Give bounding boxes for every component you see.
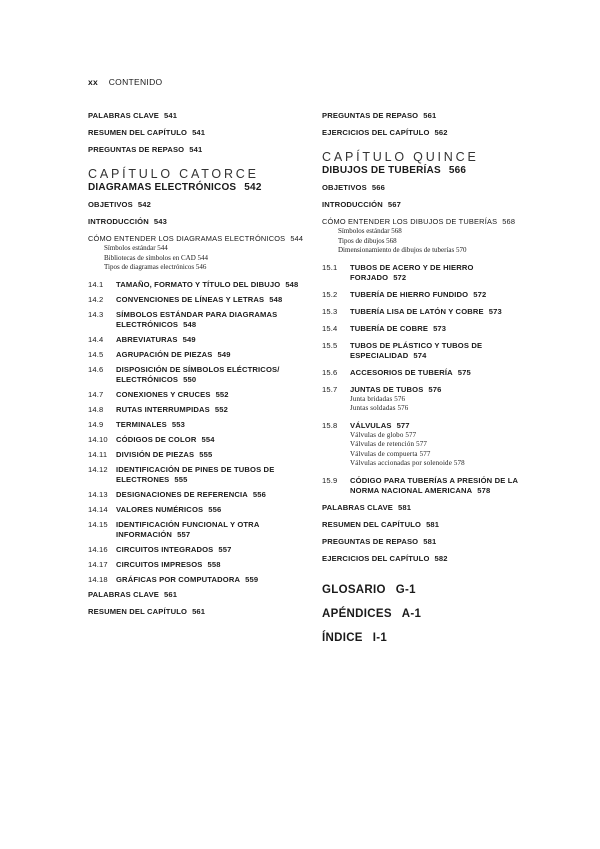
- section-body: [116, 365, 316, 385]
- section-body: [116, 420, 316, 430]
- subtopic[interactable]: Válvulas de compuerta 577: [350, 449, 431, 458]
- section-entry[interactable]: [322, 385, 532, 414]
- section-body: [116, 350, 316, 360]
- section-body: [350, 385, 532, 414]
- section-number: 14.17: [88, 559, 108, 569]
- toc-entry[interactable]: [322, 537, 532, 547]
- section-entry[interactable]: [322, 324, 532, 334]
- chapter-page: 566: [448, 165, 467, 176]
- section-label: GRÁFICAS POR COMPUTADORA: [116, 574, 241, 584]
- entry-page: 561: [423, 111, 437, 120]
- entry-label: INTRODUCCIÓN: [88, 217, 149, 226]
- section-page: 577: [396, 420, 410, 430]
- subtopic[interactable]: Bibliotecas de símbolos en CAD 544: [104, 253, 209, 262]
- subtopic[interactable]: Válvulas de globo 577: [350, 430, 417, 439]
- section-page: 553: [171, 419, 185, 429]
- chapter-label: CAPÍTULO QUINCE: [322, 150, 479, 164]
- section-page: 558: [207, 559, 221, 569]
- toc-entry[interactable]: [88, 128, 316, 138]
- back-matter-label: APÉNDICES: [322, 607, 392, 620]
- topic-page: 568: [502, 217, 516, 226]
- section-label: DIVISIÓN DE PIEZAS: [116, 449, 195, 459]
- entry-label: PREGUNTAS DE REPASO: [88, 145, 185, 154]
- back-matter-label: ÍNDICE: [322, 631, 363, 644]
- section-body: [116, 575, 316, 585]
- entry-page: 567: [387, 200, 401, 209]
- section-page: 572: [393, 272, 407, 282]
- subtopic[interactable]: Tipos de dibujos 568: [338, 236, 397, 245]
- entry-label: OBJETIVOS: [88, 200, 133, 209]
- section-number: 14.5: [88, 349, 104, 359]
- section-entry[interactable]: [322, 307, 532, 317]
- section-label: VÁLVULAS: [350, 420, 392, 430]
- subtopic[interactable]: Juntas soldadas 576: [350, 404, 409, 412]
- entry-page: 561: [192, 606, 206, 616]
- section-number: 14.6: [88, 364, 104, 374]
- section-entry[interactable]: [88, 405, 316, 415]
- section-body: [350, 290, 532, 300]
- subtopic[interactable]: Tipos de diagramas electrónicos 546: [104, 263, 207, 271]
- chapter-title-text: DIAGRAMAS ELECTRÓNICOS: [88, 182, 237, 193]
- subtopic[interactable]: Válvulas accionadas por solenoide 578: [350, 459, 465, 467]
- section-label: ABREVIATURAS: [116, 334, 178, 344]
- section-label: JUNTAS DE TUBOS: [350, 384, 424, 394]
- topic-page: 544: [290, 234, 304, 243]
- back-matter-page: G-1: [395, 583, 416, 596]
- section-page: 575: [457, 367, 471, 377]
- section-entry[interactable]: [88, 295, 316, 305]
- section-body: [116, 390, 316, 400]
- entry-page: 562: [434, 128, 448, 137]
- entry-page: 581: [398, 502, 412, 512]
- section-number: 14.16: [88, 544, 108, 554]
- section-number: 15.8: [322, 420, 338, 430]
- section-page: 574: [413, 350, 427, 360]
- section-body: [350, 263, 532, 283]
- toc-entry[interactable]: [88, 145, 316, 155]
- section-label: TUBOS DE ACERO Y DE HIERRO FORJADO: [350, 262, 474, 282]
- entry-label: OBJETIVOS: [322, 183, 367, 192]
- section-label: DISPOSICIÓN DE SÍMBOLOS ELÉCTRICOS/ ELECTRÓNICOS: [116, 364, 280, 384]
- section-label: IDENTIFICACIÓN DE PINES DE TUBOS DE ELECTRONES: [116, 464, 275, 484]
- section-body: [116, 335, 316, 345]
- section-body: [116, 405, 316, 415]
- back-matter-page: A-1: [401, 607, 422, 620]
- section-label: TUBOS DE PLÁSTICO Y TUBOS DE ESPECIALIDAD: [350, 340, 483, 360]
- section-body: [350, 341, 532, 361]
- page-number: xx: [88, 77, 99, 87]
- section-label: RUTAS INTERRUMPIDAS: [116, 404, 210, 414]
- chapter-title[interactable]: [88, 181, 316, 194]
- entry-label: RESUMEN DEL CAPÍTULO: [322, 519, 422, 529]
- entry-label: PALABRAS CLAVE: [88, 589, 160, 599]
- section-page: 556: [208, 504, 222, 514]
- section-number: 15.1: [322, 262, 338, 272]
- section-entry[interactable]: [88, 365, 316, 385]
- section-page: 552: [214, 404, 228, 414]
- page-header: [88, 77, 162, 87]
- section-label: SÍMBOLOS ESTÁNDAR PARA DIAGRAMAS ELECTRÓNICOS: [116, 309, 278, 329]
- chapter-title-text: DIBUJOS DE TUBERÍAS: [322, 165, 441, 176]
- entry-page: 543: [153, 217, 167, 226]
- section-body: [350, 307, 532, 317]
- back-matter-entry[interactable]: [322, 607, 532, 621]
- section-entry[interactable]: [88, 545, 316, 555]
- section-page: 549: [217, 349, 231, 359]
- entry-page: 566: [371, 183, 385, 192]
- section-label: TAMAÑO, FORMATO Y TÍTULO DEL DIBUJO: [116, 279, 281, 289]
- section-number: 14.2: [88, 294, 104, 304]
- topic-group: [322, 217, 532, 256]
- section-entry[interactable]: [88, 520, 316, 540]
- section-entry[interactable]: [88, 505, 316, 515]
- back-matter-label: GLOSARIO: [322, 583, 386, 596]
- toc-entry[interactable]: [322, 200, 532, 210]
- section-number: 15.6: [322, 367, 338, 377]
- back-matter-page: I-1: [372, 631, 388, 644]
- section-label: TUBERÍA LISA DE LATÓN Y COBRE: [350, 306, 484, 316]
- section-number: 14.4: [88, 334, 104, 344]
- section-entry[interactable]: [88, 310, 316, 330]
- subtopic[interactable]: Símbolos estándar 544: [104, 244, 168, 252]
- section-number: 14.11: [88, 449, 108, 459]
- section-page: 578: [477, 485, 491, 495]
- entry-label: RESUMEN DEL CAPÍTULO: [88, 128, 188, 137]
- section-page: 549: [182, 334, 196, 344]
- section-number: 15.9: [322, 475, 338, 485]
- entry-page: 561: [164, 589, 178, 599]
- section-label: TUBERÍA DE COBRE: [350, 323, 429, 333]
- section-entry[interactable]: [322, 476, 532, 496]
- section-label: CIRCUITOS INTEGRADOS: [116, 544, 214, 554]
- section-label: CONEXIONES Y CRUCES: [116, 389, 211, 399]
- section-page: 555: [199, 449, 213, 459]
- section-page: 548: [269, 294, 283, 304]
- entry-page: 542: [137, 200, 151, 209]
- section-entry[interactable]: [88, 390, 316, 400]
- section-entry[interactable]: [88, 560, 316, 570]
- section-entry[interactable]: [88, 335, 316, 345]
- section-body: [116, 560, 316, 570]
- entry-page: 582: [434, 553, 448, 563]
- section-body: [116, 280, 316, 290]
- section-page: 548: [183, 319, 197, 329]
- subtopic[interactable]: Símbolos estándar 568: [338, 227, 402, 235]
- section-body: [116, 435, 316, 445]
- section-body: [116, 465, 316, 485]
- entry-page: 541: [164, 111, 178, 120]
- section-page: 573: [488, 306, 502, 316]
- section-number: 14.14: [88, 504, 108, 514]
- section-label: CIRCUITOS IMPRESOS: [116, 559, 203, 569]
- section-page: 552: [215, 389, 229, 399]
- section-entry[interactable]: [322, 263, 532, 283]
- toc-entry[interactable]: [322, 128, 532, 138]
- section-body: [116, 450, 316, 460]
- section-page: 555: [174, 474, 188, 484]
- toc-entry[interactable]: [88, 200, 316, 210]
- toc-entry[interactable]: [88, 217, 316, 227]
- section-number: 14.3: [88, 309, 104, 319]
- section-body: [116, 295, 316, 305]
- subtopic[interactable]: Válvulas de retención 577: [350, 440, 428, 448]
- back-matter-entry[interactable]: [322, 583, 532, 597]
- section-body: [350, 368, 532, 378]
- entry-label: PALABRAS CLAVE: [88, 111, 160, 120]
- subtopic[interactable]: Junta bridadas 576: [350, 394, 406, 403]
- section-body: [116, 310, 316, 330]
- section-number: 15.7: [322, 384, 338, 394]
- topic-entry[interactable]: [88, 234, 316, 244]
- section-body: [350, 421, 532, 469]
- entry-label: PREGUNTAS DE REPASO: [322, 536, 419, 546]
- section-label: CÓDIGOS DE COLOR: [116, 434, 197, 444]
- toc-entry[interactable]: [88, 111, 316, 121]
- section-entry[interactable]: [88, 450, 316, 460]
- header-title: CONTENIDO: [108, 77, 163, 87]
- section-number: 14.8: [88, 404, 104, 414]
- toc-entry[interactable]: [322, 183, 532, 193]
- section-entry[interactable]: [322, 421, 532, 469]
- topic-group: [88, 234, 316, 273]
- section-entry[interactable]: [88, 350, 316, 360]
- section-number: 14.9: [88, 419, 104, 429]
- subtopic[interactable]: Dimensionamiento de dibujos de tuberías 570: [338, 246, 467, 254]
- toc-entry[interactable]: [322, 503, 532, 513]
- section-label: CONVENCIONES DE LÍNEAS Y LETRAS: [116, 294, 265, 304]
- toc-entry[interactable]: [322, 554, 532, 564]
- chapter-page: 542: [244, 182, 262, 193]
- section-page: 573: [433, 323, 447, 333]
- section-entry[interactable]: [88, 280, 316, 290]
- section-label: AGRUPACIÓN DE PIEZAS: [116, 349, 213, 359]
- section-label: DESIGNACIONES DE REFERENCIA: [116, 489, 248, 499]
- section-entry[interactable]: [322, 290, 532, 300]
- section-number: 14.15: [88, 519, 108, 529]
- section-number: 14.12: [88, 464, 108, 474]
- topic-label: CÓMO ENTENDER LOS DIBUJOS DE TUBERÍAS: [322, 217, 498, 226]
- toc-entry[interactable]: [88, 607, 316, 617]
- entry-label: INTRODUCCIÓN: [322, 200, 383, 209]
- entry-label: EJERCICIOS DEL CAPÍTULO: [322, 128, 430, 137]
- section-entry[interactable]: [322, 368, 532, 378]
- back-matter-entry[interactable]: [322, 631, 532, 645]
- section-label: VALORES NUMÉRICOS: [116, 504, 204, 514]
- topic-entry[interactable]: [322, 217, 532, 227]
- entry-page: 581: [426, 519, 440, 529]
- section-page: 557: [218, 544, 232, 554]
- section-number: 14.18: [88, 574, 108, 584]
- entry-label: PALABRAS CLAVE: [322, 502, 394, 512]
- section-entry[interactable]: [88, 420, 316, 430]
- section-number: 15.2: [322, 289, 338, 299]
- chapter-label: CAPÍTULO CATORCE: [88, 167, 259, 181]
- toc-entry[interactable]: [322, 111, 532, 121]
- entry-label: EJERCICIOS DEL CAPÍTULO: [322, 553, 430, 563]
- section-number: 15.3: [322, 306, 338, 316]
- section-label: TERMINALES: [116, 419, 167, 429]
- right-column: [322, 111, 532, 655]
- entry-page: 541: [192, 128, 206, 137]
- chapter-title[interactable]: [322, 164, 532, 177]
- section-number: 14.7: [88, 389, 104, 399]
- section-entry[interactable]: [88, 490, 316, 500]
- section-page: 556: [252, 489, 267, 499]
- entry-page: 581: [423, 536, 437, 546]
- section-body: [116, 545, 316, 555]
- section-page: 572: [473, 289, 487, 299]
- section-label: IDENTIFICACIÓN FUNCIONAL Y OTRA INFORMACIÓN: [116, 519, 260, 539]
- section-entry[interactable]: [322, 341, 532, 361]
- section-page: 554: [201, 434, 215, 444]
- section-page: 550: [183, 374, 197, 384]
- section-entry[interactable]: [88, 575, 316, 585]
- section-number: 14.13: [88, 489, 108, 499]
- section-page: 576: [428, 384, 442, 394]
- section-number: 14.1: [88, 279, 104, 289]
- entry-page: 541: [189, 145, 203, 154]
- toc-entry[interactable]: [88, 590, 316, 600]
- section-label: TUBERÍA DE HIERRO FUNDIDO: [350, 289, 469, 299]
- section-entry[interactable]: [88, 435, 316, 445]
- spacer: [322, 571, 532, 583]
- section-label: CÓDIGO PARA TUBERÍAS A PRESIÓN DE LA NORMA NACIONAL AMERICANA: [350, 475, 518, 495]
- section-number: 15.5: [322, 340, 338, 350]
- left-column: [88, 111, 316, 624]
- section-body: [116, 520, 316, 540]
- section-number: 15.4: [322, 323, 338, 333]
- toc-entry[interactable]: [322, 520, 532, 530]
- section-page: 557: [177, 529, 191, 539]
- section-number: 14.10: [88, 434, 108, 444]
- section-page: 548: [285, 279, 299, 289]
- entry-label: PREGUNTAS DE REPASO: [322, 111, 419, 120]
- topic-label: CÓMO ENTENDER LOS DIAGRAMAS ELECTRÓNICOS: [88, 234, 286, 243]
- entry-label: RESUMEN DEL CAPÍTULO: [88, 606, 188, 616]
- section-body: [116, 490, 316, 500]
- section-body: [350, 476, 532, 496]
- section-entry[interactable]: [88, 465, 316, 485]
- section-body: [116, 505, 316, 515]
- section-body: [350, 324, 532, 334]
- section-label: ACCESORIOS DE TUBERÍA: [350, 367, 453, 377]
- section-page: 559: [245, 574, 259, 584]
